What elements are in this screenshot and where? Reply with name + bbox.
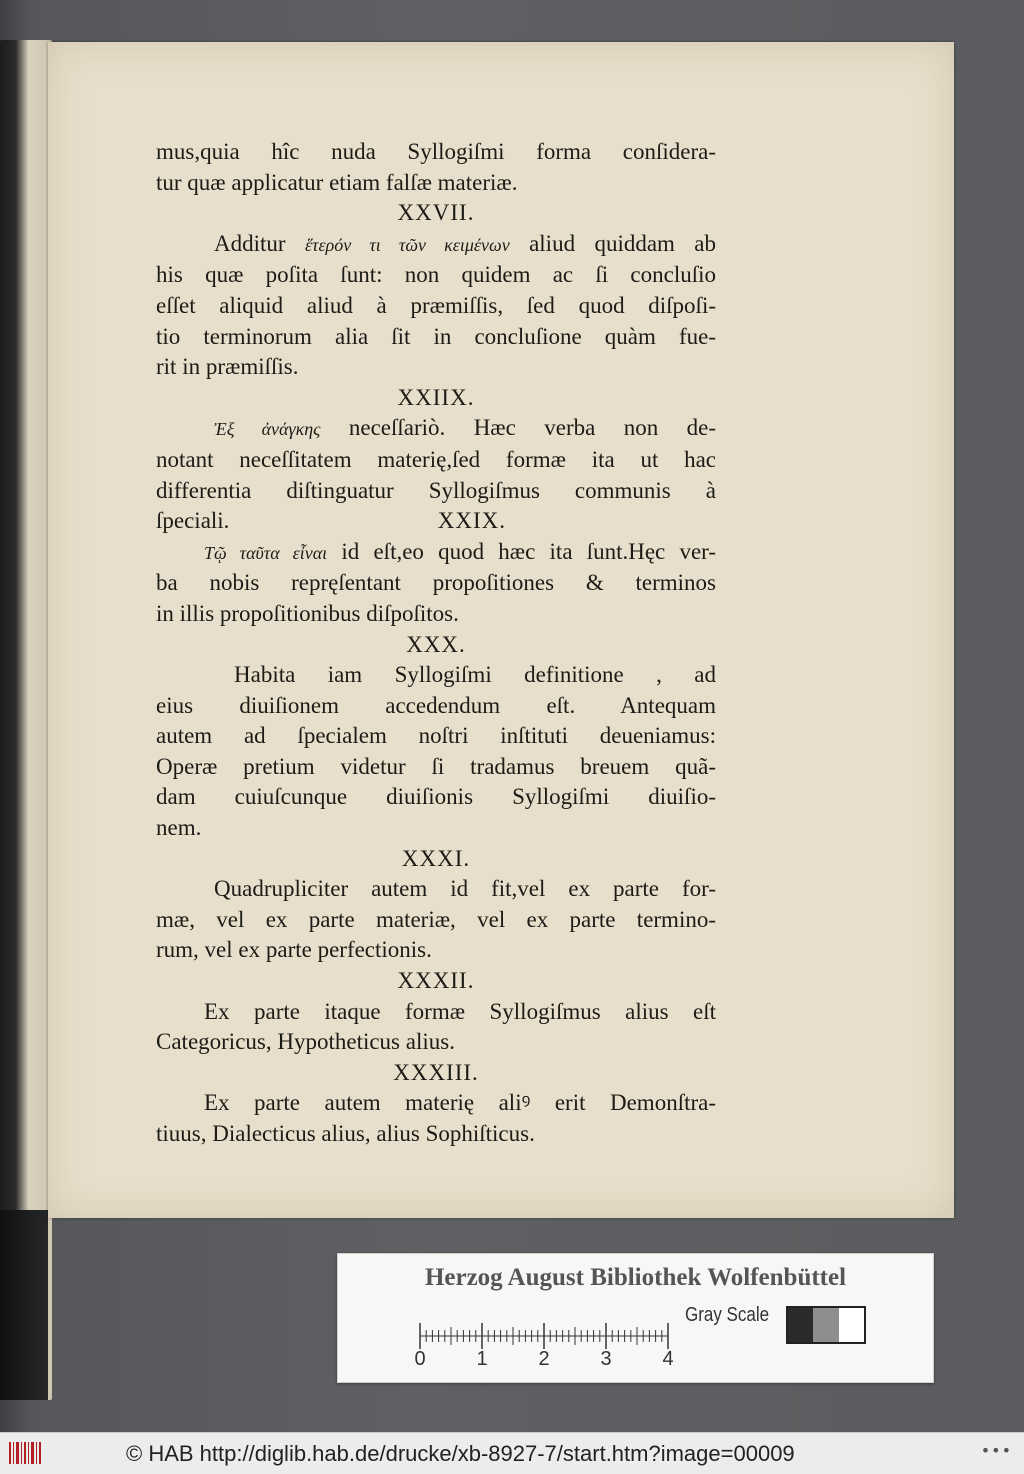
text-line bbox=[156, 1027, 716, 1058]
text-line-content: Habita iam Syllogiſmi definitione , ad bbox=[234, 662, 716, 688]
copyright-url[interactable]: © HAB http://diglib.hab.de/drucke/xb-8927-7/start.htm?image=00009 bbox=[126, 1441, 795, 1466]
ruler-number: 4 bbox=[662, 1348, 674, 1370]
text-line bbox=[156, 445, 716, 476]
text-line bbox=[156, 568, 716, 599]
text-line-content: eius diuiſionem accedendum eſt. Antequam bbox=[156, 692, 716, 718]
greek-phrase: Ἐξ ἀνάγκης bbox=[214, 419, 321, 440]
text-line-content: mus,quia hîc nuda Syllogiſmi forma conſidera- bbox=[156, 139, 716, 164]
text-line-content: XXXIII. bbox=[393, 1059, 479, 1085]
text-line bbox=[156, 476, 716, 507]
book-cover bbox=[0, 1210, 48, 1400]
section-number bbox=[156, 198, 716, 229]
text-line bbox=[156, 322, 716, 353]
text-line-content: rit in præmiſſis. bbox=[156, 354, 299, 380]
text-line bbox=[156, 137, 716, 168]
text-line-content: id eſt,eo quod hæc ita ſunt.Hęc ver- bbox=[341, 538, 717, 564]
section-number bbox=[156, 383, 716, 414]
text-line-content: ba nobis repręſentant propoſitiones & terminos bbox=[156, 570, 716, 596]
text-line-content: tur quæ applicatur etiam falſæ materiæ. bbox=[156, 169, 518, 195]
text-line-content: Quadrupliciter autem id fit,vel ex parte for- bbox=[214, 876, 716, 902]
ruler-number: 3 bbox=[600, 1348, 612, 1370]
text-line bbox=[156, 229, 716, 261]
text-line-prefix: Additur bbox=[214, 230, 286, 256]
library-title: Herzog August Bibliothek Wolfenbüttel bbox=[424, 1264, 847, 1291]
text-line bbox=[156, 905, 716, 936]
calibration-card bbox=[337, 1253, 934, 1383]
text-line bbox=[156, 168, 716, 199]
text-line-content: eſſet aliquid aliud à præmiſſis, ſed quod diſpoſi- bbox=[156, 292, 716, 318]
section-number bbox=[156, 844, 716, 875]
page-text bbox=[156, 137, 716, 1150]
text-line-content: rum, vel ex parte perfectionis. bbox=[156, 937, 432, 963]
gray-swatch bbox=[813, 1308, 838, 1342]
greek-phrase: ἕτερόν τι τῶν κειμένων bbox=[304, 234, 510, 255]
text-line bbox=[156, 413, 716, 445]
status-bar bbox=[0, 1432, 1024, 1474]
text-line bbox=[156, 506, 716, 537]
text-line-content: neceſſariò. Hæc verba non de- bbox=[348, 415, 716, 441]
text-line-content: autem ad ſpecialem noſtri inſtituti deueniamus: bbox=[156, 723, 716, 749]
text-line-content: XXXI. bbox=[401, 845, 471, 871]
gray-scale-label: Gray Scale bbox=[685, 1304, 770, 1326]
gray-swatch bbox=[839, 1308, 864, 1342]
section-number bbox=[156, 630, 716, 661]
text-line bbox=[156, 291, 716, 322]
book-page bbox=[48, 42, 954, 1218]
text-line-content: Operæ pretium videtur ſi tradamus breuem quã- bbox=[156, 753, 716, 779]
ruler-number: 2 bbox=[538, 1348, 550, 1370]
text-line-content: in illis propoſitionibus diſpoſitos. bbox=[156, 600, 459, 626]
text-line-content: mæ, vel ex parte materiæ, vel ex parte termino- bbox=[156, 906, 716, 932]
gray-swatch bbox=[788, 1308, 813, 1342]
text-line-content: aliud quiddam ab bbox=[529, 230, 717, 256]
text-line bbox=[156, 537, 716, 569]
text-line-content: tiuus, Dialecticus alius, alius Sophiſticus. bbox=[156, 1121, 535, 1146]
text-line bbox=[156, 352, 716, 383]
barcode-icon[interactable] bbox=[8, 1440, 42, 1466]
ruler-number: 0 bbox=[414, 1348, 426, 1370]
text-line bbox=[156, 752, 716, 783]
section-number bbox=[156, 966, 716, 997]
greek-phrase: Τῷ ταῦτα εἶναι bbox=[204, 542, 328, 563]
text-line-content: XXIIX. bbox=[397, 384, 475, 410]
text-line-content: XXVII. bbox=[397, 200, 475, 226]
text-line bbox=[156, 721, 716, 752]
text-line bbox=[156, 782, 716, 813]
text-line-content: nem. bbox=[156, 815, 202, 841]
text-line bbox=[156, 1119, 716, 1150]
more-icon[interactable]: ••• bbox=[980, 1441, 1012, 1460]
text-line-content: his quæ poſita ſunt: non quidem ac ſi concluſio bbox=[156, 262, 716, 288]
text-line-content: differentia diſtinguatur Syllogiſmus communis à bbox=[156, 477, 716, 503]
text-line-content: Ex parte itaque formæ Syllogiſmus alius eſt bbox=[204, 998, 716, 1024]
text-line-content: Ex parte autem materię aliꝰ erit Demonſtra- bbox=[204, 1090, 716, 1116]
gray-scale-swatches bbox=[786, 1306, 866, 1344]
ruler-number: 1 bbox=[476, 1348, 488, 1370]
section-number bbox=[156, 1058, 716, 1089]
text-line-content: notant neceſſitatem materię,ſed formæ ita ut hac bbox=[156, 446, 716, 472]
text-line bbox=[156, 691, 716, 722]
left-page-edge bbox=[0, 40, 52, 1400]
text-line bbox=[156, 935, 716, 966]
text-line bbox=[156, 260, 716, 291]
text-line bbox=[156, 813, 716, 844]
text-line-content: XXX. bbox=[406, 631, 466, 657]
text-line bbox=[156, 660, 716, 691]
text-line-content: tio terminorum alia ſit in concluſione quàm fue- bbox=[156, 323, 716, 349]
text-line bbox=[156, 599, 716, 630]
section-number: XXIX. bbox=[437, 508, 506, 534]
text-line bbox=[156, 874, 716, 905]
text-line-content: dam cuiuſcunque diuiſionis Syllogiſmi diuiſio- bbox=[156, 784, 716, 810]
text-line bbox=[156, 997, 716, 1028]
text-line-content: Categoricus, Hypotheticus alius. bbox=[156, 1029, 455, 1055]
text-line bbox=[156, 1088, 716, 1119]
text-line-fragment: ſpeciali. bbox=[156, 508, 230, 534]
text-line-content: XXXII. bbox=[397, 968, 475, 994]
